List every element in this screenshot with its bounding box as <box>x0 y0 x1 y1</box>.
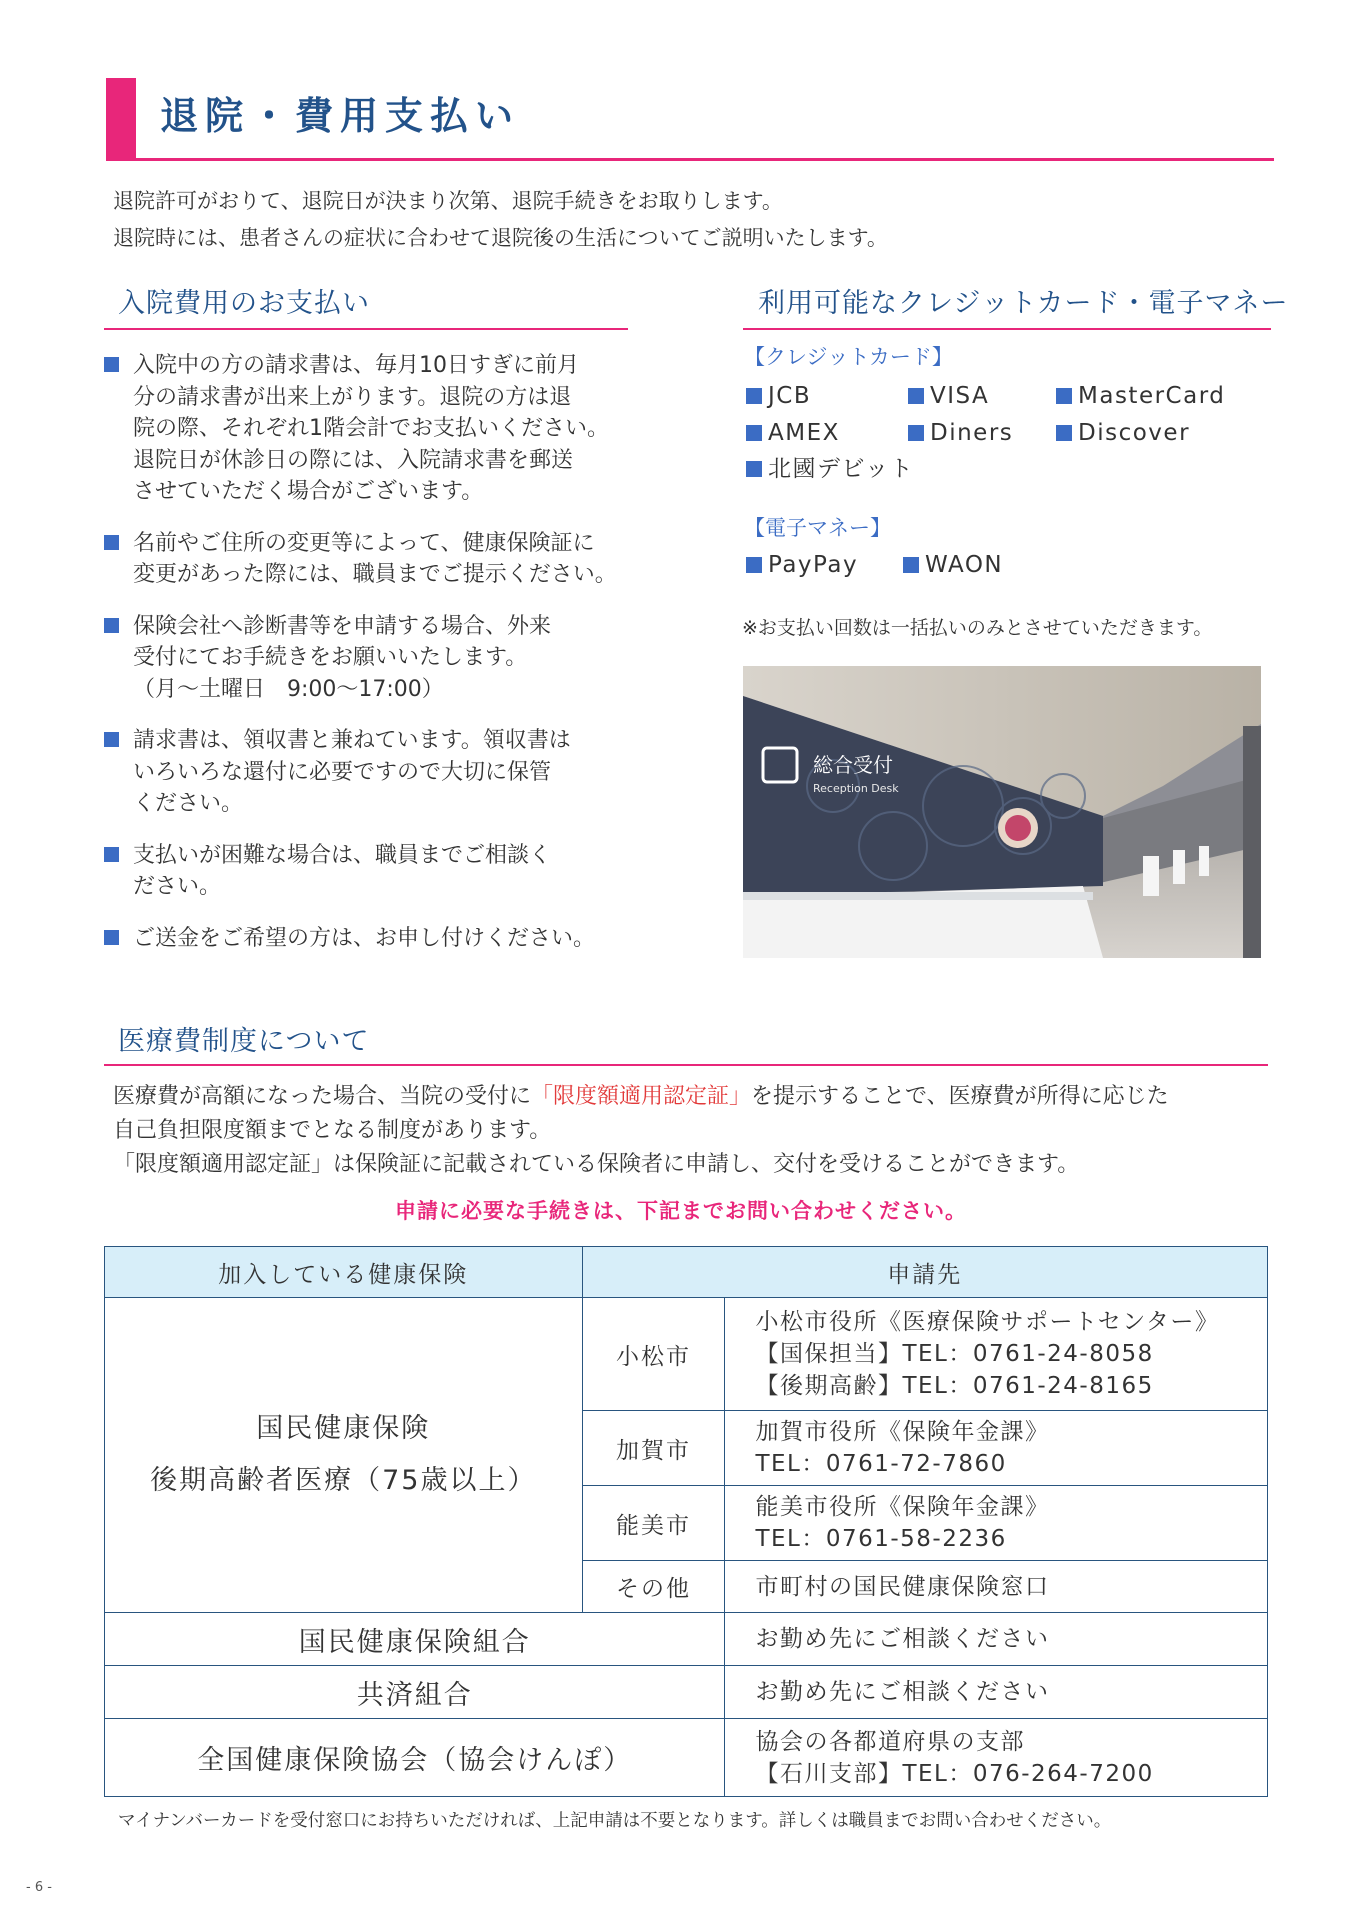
card-jcb: JCB <box>746 381 811 411</box>
card-discover: Discover <box>1056 418 1190 448</box>
square-bullet-icon <box>104 618 119 633</box>
table-row <box>105 1613 1268 1666</box>
fee-section-underline <box>104 1064 1268 1066</box>
credit-card-label: 【クレジットカード】 <box>744 345 953 369</box>
emoney-waon: WAON <box>903 550 1003 580</box>
insurance-group-mutual-aid: 共済組合 <box>105 1666 725 1719</box>
page-number: - 6 - <box>26 1880 52 1895</box>
reception-sign-text: 総合受付 <box>813 753 893 777</box>
square-bullet-icon <box>104 535 119 550</box>
fee-description <box>113 1080 1169 1182</box>
square-bullet-icon <box>903 557 919 573</box>
square-bullet-icon <box>104 732 119 747</box>
card-hokkoku-debit: 北國デビット <box>746 454 914 484</box>
city-name: その他 <box>582 1561 725 1613</box>
insurance-group-national: 国民健康保険 後期高齢者医療（75歳以上） <box>105 1298 583 1613</box>
square-bullet-icon <box>746 557 762 573</box>
destination-cell: 能美市役所《保険年金課》 TEL：0761-58-2236 <box>725 1486 1268 1561</box>
list-item: 請求書は、領収書と兼ねています。領収書は いろいろな還付に必要ですので大切に保管 ください。 <box>104 725 634 820</box>
square-bullet-icon <box>908 425 924 441</box>
payment-bullet-list <box>104 350 634 974</box>
list-item: ご送金をご希望の方は、お申し付けください。 <box>104 923 634 955</box>
card-diners: Diners <box>908 418 1013 448</box>
fee-line: 「限度額適用認定証」は保険証に記載されている保険者に申請し、交付を受けることができます。 <box>113 1152 1080 1177</box>
insurance-group-kyokai-kenpo: 全国健康保険協会（協会けんぽ） <box>105 1719 725 1797</box>
card-amex: AMEX <box>746 418 840 448</box>
list-item: 支払いが困難な場合は、職員までご相談く ださい。 <box>104 840 634 903</box>
reception-photo <box>743 666 1261 958</box>
list-item: 名前やご住所の変更等によって、健康保険証に 変更があった際には、職員までご提示ください。 <box>104 528 634 591</box>
header-underline <box>106 158 1274 161</box>
card-mastercard: MasterCard <box>1056 381 1225 411</box>
square-bullet-icon <box>1056 388 1072 404</box>
emoney-paypay: PayPay <box>746 550 858 580</box>
payment-section-underline <box>104 328 628 330</box>
square-bullet-icon <box>104 930 119 945</box>
emoney-label: 【電子マネー】 <box>744 516 891 540</box>
header-accent-bar <box>106 78 136 160</box>
destination-cell: 小松市役所《医療保険サポートセンター》 【国保担当】TEL：0761-24-8058 【後期高齢】TEL：0761-24-8165 <box>725 1298 1268 1411</box>
list-item: 入院中の方の請求書は、毎月10日すぎに前月 分の請求書が出来上がります。退院の方は退 院の際、それぞれ1階会計でお支払いください。 退院日が休診日の際には、入院請求書を郵送 させていただく場合がございます。 <box>104 350 634 508</box>
city-name: 加賀市 <box>582 1411 725 1486</box>
table-row <box>105 1298 1268 1411</box>
destination-cell: 市町村の国民健康保険窓口 <box>725 1561 1268 1613</box>
fee-line: 自己負担限度額までとなる制度があります。 <box>113 1118 552 1143</box>
footnote: マイナンバーカードを受付窓口にお持ちいただければ、上記申請は不要となります。詳しくは職員までお問い合わせください。 <box>118 1811 1112 1831</box>
payment-section-title: 入院費用のお支払い <box>118 288 370 319</box>
square-bullet-icon <box>746 425 762 441</box>
fee-highlight: 「限度額適用認定証」 <box>531 1084 752 1109</box>
table-header-insurance: 加入している健康保険 <box>105 1247 583 1298</box>
card-visa: VISA <box>908 381 989 411</box>
table-row <box>105 1666 1268 1719</box>
table-row <box>105 1719 1268 1797</box>
list-item: 保険会社へ診断書等を申請する場合、外来 受付にてお手続きをお願いいたします。 （月～土曜日 9:00～17:00） <box>104 611 634 706</box>
square-bullet-icon <box>746 388 762 404</box>
city-name: 能美市 <box>582 1486 725 1561</box>
table-header-destination: 申請先 <box>582 1247 1267 1298</box>
fee-line: 医療費が高額になった場合、当院の受付に「限度額適用認定証」を提示することで、医療費が所得に応じた <box>113 1084 1169 1109</box>
destination-cell: お勤め先にご相談ください <box>725 1613 1268 1666</box>
intro-text <box>113 183 888 257</box>
cards-section-underline <box>743 328 1271 330</box>
cards-section-title: 利用可能なクレジットカード・電子マネー <box>758 288 1289 319</box>
insurance-table <box>104 1246 1268 1797</box>
square-bullet-icon <box>104 357 119 372</box>
reception-sign-subtext: Reception Desk <box>813 782 899 795</box>
square-bullet-icon <box>1056 425 1072 441</box>
city-name: 小松市 <box>582 1298 725 1411</box>
square-bullet-icon <box>746 461 762 477</box>
square-bullet-icon <box>104 847 119 862</box>
square-bullet-icon <box>908 388 924 404</box>
intro-line: 退院許可がおりて、退院日が決まり次第、退院手続きをお取りします。 <box>113 189 783 213</box>
table-header-row <box>105 1247 1268 1298</box>
insurance-group-union: 国民健康保険組合 <box>105 1613 725 1666</box>
destination-cell: お勤め先にご相談ください <box>725 1666 1268 1719</box>
intro-line: 退院時には、患者さんの症状に合わせて退院後の生活についてご説明いたします。 <box>113 226 888 250</box>
destination-cell: 協会の各都道府県の支部 【石川支部】TEL：076-264-7200 <box>725 1719 1268 1797</box>
destination-cell: 加賀市役所《保険年金課》 TEL：0761-72-7860 <box>725 1411 1268 1486</box>
fee-section-title: 医療費制度について <box>118 1026 370 1057</box>
payment-note: ※お支払い回数は一括払いのみとさせていただきます。 <box>742 617 1213 639</box>
fee-emphasis: 申請に必要な手続きは、下記までお問い合わせください。 <box>395 1199 967 1223</box>
page-title: 退院・費用支払い <box>160 94 521 138</box>
